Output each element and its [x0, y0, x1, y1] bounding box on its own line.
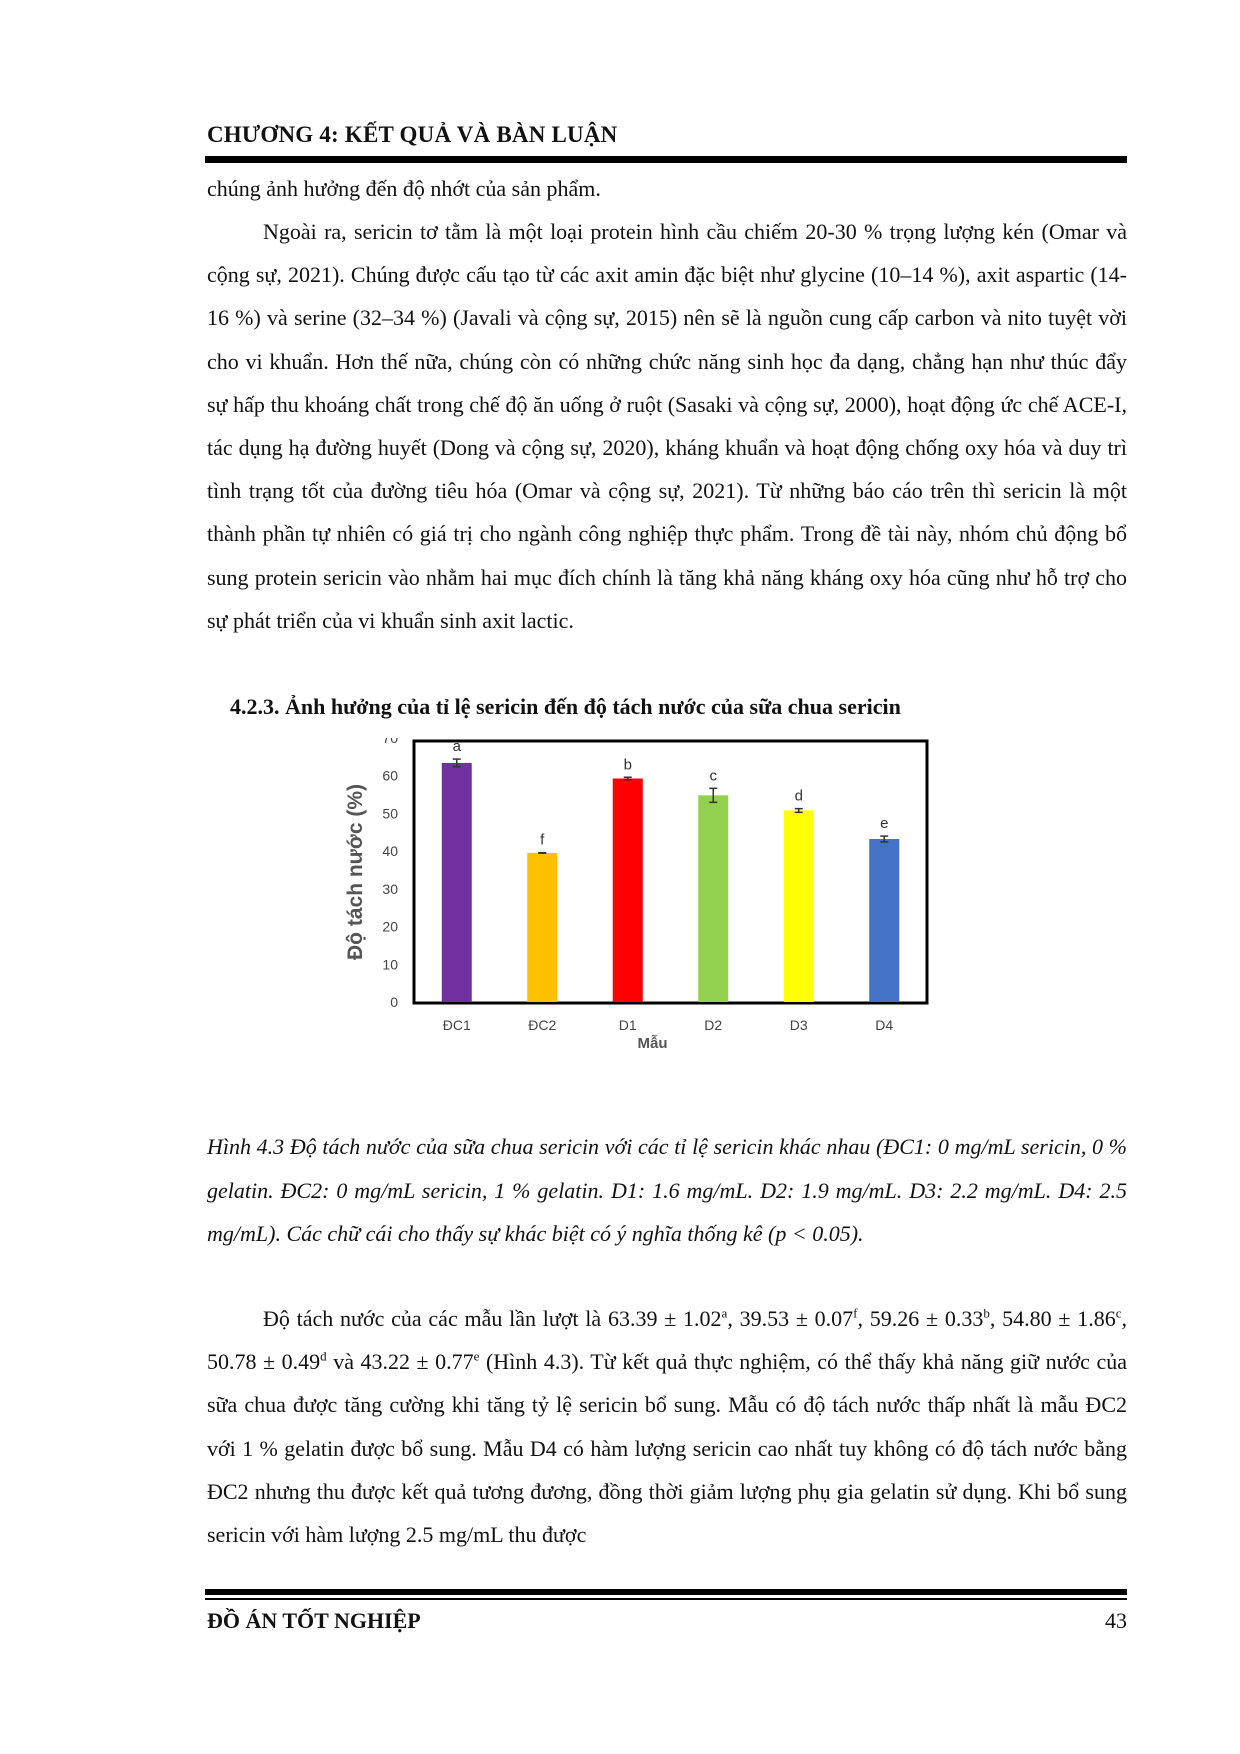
p3-letter-d4: e	[473, 1348, 480, 1364]
page-number: 43	[1105, 1608, 1127, 1633]
p3-letter-dc2: f	[853, 1305, 858, 1321]
significance-letter: d	[794, 787, 803, 805]
significance-letter: f	[540, 831, 545, 849]
p3-separator: ,	[727, 1306, 740, 1331]
chapter-header: CHƯƠNG 4: KẾT QUẢ VÀ BÀN LUẬN	[207, 122, 618, 147]
y-tick-label: 60	[382, 767, 398, 784]
bar-d3	[784, 810, 814, 1002]
header-rule	[205, 156, 1127, 163]
p3-value-dc2: 39.53 ± 0.07	[739, 1306, 854, 1331]
significance-letter: c	[709, 767, 717, 785]
p3-letter-d2: c	[1115, 1305, 1122, 1321]
x-tick-label: ĐC1	[442, 1017, 471, 1033]
x-tick-label: ĐC2	[528, 1017, 557, 1033]
x-axis-label: Mẫu	[637, 1035, 668, 1052]
paragraph-3	[207, 1297, 1127, 1556]
footer-rule-thin	[205, 1598, 1127, 1600]
footer-rule-thick	[205, 1589, 1127, 1595]
bar-đc2	[527, 853, 557, 1002]
paragraph-2: Ngoài ra, sericin tơ tằm là một loại protein hình cầu chiếm 20-30 % trọng lượng kén (Omar và cộng sự, 2021). Chúng được cấu tạo từ các axit amin đặc biệt như glycine (10–14 %), axit aspartic (14-16 %) và serine (32–34 %) (Javali và cộng sự, 2015) nên sẽ là nguồn cung cấp carbon và nito tuyệt vời cho vi khuẩn. Hơn thế nữa, chúng còn có những chức năng sinh học đa dạng, chẳng hạn như thúc đẩy sự hấp thu khoáng chất trong chế độ ăn uống ở ruột (Sasaki và cộng sự, 2000), hoạt động ức chế ACE-I, tác dụng hạ đường huyết (Dong và cộng sự, 2020), kháng khuẩn và hoạt động chống oxy hóa và duy trì tình trạng tốt của đường tiêu hóa (Omar và cộng sự, 2021). Từ những báo cáo trên thì sericin là một thành phần tự nhiên có giá trị cho ngành công nghiệp thực phẩm. Trong đề tài này, nhóm chủ động bổ sung protein sericin vào nhằm hai mục đích chính là tăng khả năng kháng oxy hóa cũng như hỗ trợ cho sự phát triển của vi khuẩn sinh axit lactic.	[207, 219, 1127, 633]
y-tick-label: 70	[382, 738, 398, 746]
p3-separator: ,	[857, 1306, 870, 1331]
p3-letter-d3: d	[320, 1348, 327, 1364]
bar-d2	[698, 795, 728, 1002]
bar-d1	[613, 779, 643, 1002]
significance-letter: a	[452, 738, 461, 756]
y-tick-label: 30	[382, 880, 398, 897]
x-tick-label: D1	[618, 1017, 637, 1033]
p3-value-dc1: 63.39 ± 1.02	[607, 1306, 722, 1331]
figure-caption: Hình 4.3 Độ tách nước của sữa chua sericin với các tỉ lệ sericin khác nhau (ĐC1: 0 mg/mL sericin, 0 % gelatin. ĐC2: 0 mg/mL sericin, 1 % gelatin. D1: 1.6 mg/mL. D2: 1.9 mg/mL. D3: 2.2 mg/mL. D4: 2.5 mg/mL). Các chữ cái cho thấy sự khác biệt có ý nghĩa thống kê (p < 0.05).	[207, 1134, 1127, 1246]
bar-d4	[869, 839, 899, 1002]
p3-value-d4: 43.22 ± 0.77	[360, 1349, 474, 1375]
p3-separator: và	[326, 1349, 361, 1375]
y-tick-label: 50	[382, 805, 398, 822]
p3-letter-dc1: a	[721, 1305, 728, 1321]
bar-chart	[340, 738, 1000, 1098]
p3-value-d2: 54.80 ± 1.86	[1002, 1306, 1116, 1331]
y-axis-label: Độ tách nước (%)	[344, 784, 367, 960]
section-title: 4.2.3. Ảnh hưởng của tỉ lệ sericin đến độ tách nước của sữa chua sericin	[230, 694, 901, 719]
y-tick-label: 10	[382, 956, 398, 973]
plot-frame	[414, 741, 927, 1003]
p3-rest: (Hình 4.3). Từ kết quả thực nghiệm, có thể thấy khả năng giữ nước của sữa chua được tăng cường khi tăng tỷ lệ sericin bổ sung. Mẫu có độ tách nước thấp nhất là mẫu ĐC2 với 1 % gelatin được bổ sung. Mẫu D4 có hàm lượng sericin cao nhất tuy không có độ tách nước bằng ĐC2 nhưng thu được kết quả tương đương, đồng thời giảm lượng phụ gia gelatin sử dụng. Khi bổ sung sericin với hàm lượng 2.5 mg/mL thu được	[207, 1349, 1128, 1548]
x-tick-label: D2	[704, 1017, 723, 1033]
y-tick-label: 0	[390, 994, 398, 1010]
p3-intro: Độ tách nước của các mẫu lần lượt là	[263, 1306, 608, 1331]
y-tick-label: 20	[382, 918, 398, 935]
significance-letter: b	[623, 756, 632, 774]
x-tick-label: D3	[789, 1017, 808, 1033]
y-tick-label: 40	[382, 843, 398, 860]
p3-letter-d1: b	[983, 1305, 990, 1321]
x-tick-label: D4	[875, 1017, 894, 1033]
p3-separator: ,	[989, 1306, 1003, 1331]
bar-đc1	[442, 763, 472, 1002]
p3-separator: ,	[1121, 1306, 1128, 1331]
significance-letter: e	[880, 815, 889, 833]
paragraph-1: chúng ảnh hưởng đến độ nhớt của sản phẩm.	[207, 176, 601, 201]
bar-chart-svg	[340, 738, 1000, 1098]
p3-value-d1: 59.26 ± 0.33	[869, 1306, 984, 1331]
footer-title: ĐỒ ÁN TỐT NGHIỆP	[207, 1608, 421, 1633]
p3-value-d3: 50.78 ± 0.49	[207, 1349, 321, 1375]
